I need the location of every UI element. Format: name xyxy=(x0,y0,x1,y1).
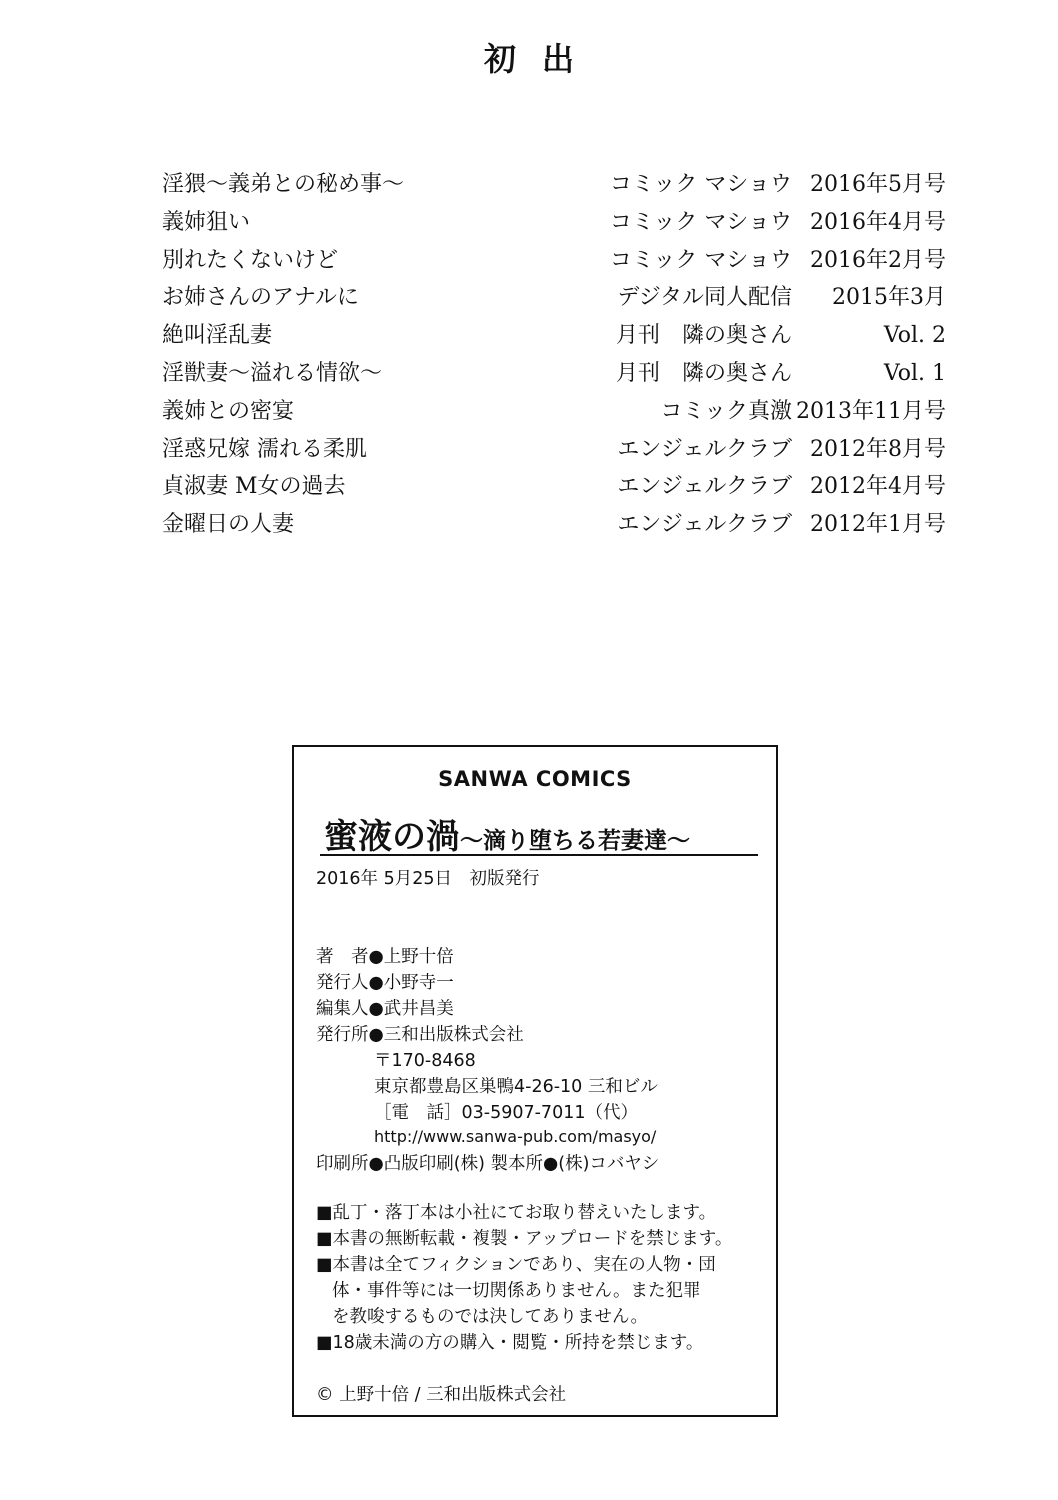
list-item xyxy=(162,204,952,242)
address: 東京都豊島区巣鴨4-26-10 三和ビル xyxy=(374,1077,658,1097)
list-item xyxy=(162,431,952,469)
notice-line: ■本書は全てフィクションであり、実在の人物・団 xyxy=(316,1255,716,1275)
publication-magazine: コミック マショウ xyxy=(609,209,792,235)
publication-title: 絶叫淫乱妻 xyxy=(162,323,273,349)
publication-date: 2016年5月号 xyxy=(810,172,946,197)
publication-title: 淫惑兄嫁 濡れる柔肌 xyxy=(162,436,367,462)
publisher-person-line: 発行人●小野寺一 xyxy=(316,973,454,993)
book-title xyxy=(324,809,690,858)
publisher-line: 発行所●三和出版株式会社 xyxy=(316,1025,524,1045)
publication-date: 2013年11月号 xyxy=(796,398,946,424)
publication-title: 義姉との密宴 xyxy=(162,398,295,424)
publication-date: 2015年3月 xyxy=(832,285,946,311)
publication-magazine: 月刊 隣の奥さん xyxy=(615,323,792,349)
publication-title: 淫獣妻〜溢れる情欲〜 xyxy=(162,360,383,386)
publication-title: 淫猥〜義弟との秘め事〜 xyxy=(162,172,405,197)
notice-line: ■本書の無断転載・複製・アップロードを禁じます。 xyxy=(316,1229,733,1249)
book-title-main: 蜜液の渦 xyxy=(324,817,460,857)
publication-magazine: コミック マショウ xyxy=(609,247,792,273)
list-item xyxy=(162,279,952,317)
notice-line: 体・事件等には一切関係ありません。また犯罪 xyxy=(332,1281,701,1301)
website-url: http://www.sanwa-pub.com/masyo/ xyxy=(374,1127,657,1146)
publication-date: 2012年1月号 xyxy=(810,512,946,538)
publication-magazine: エンジェルクラブ xyxy=(617,512,792,538)
author-line: 著 者●上野十倍 xyxy=(316,947,454,967)
list-item xyxy=(162,506,952,544)
publication-title: 別れたくないけど xyxy=(162,247,339,273)
publication-date: Vol. 2 xyxy=(883,323,946,349)
publication-title: 金曜日の人妻 xyxy=(162,512,295,538)
publication-title: 貞淑妻 M女の過去 xyxy=(162,474,346,500)
list-item xyxy=(162,468,952,506)
publication-date: 2012年8月号 xyxy=(810,436,946,462)
notice-line: を教唆するものでは決してありません。 xyxy=(332,1307,649,1327)
title-divider xyxy=(320,854,758,856)
publication-date: 2012年4月号 xyxy=(810,474,946,500)
list-item xyxy=(162,393,952,431)
publication-date: 2016年4月号 xyxy=(810,209,946,235)
list-item xyxy=(162,317,952,355)
printing-line: 印刷所●凸版印刷(株) 製本所●(株)コバヤシ xyxy=(316,1154,660,1174)
book-title-sub: 〜滴り堕ちる若妻達〜 xyxy=(460,827,690,854)
publication-magazine: デジタル同人配信 xyxy=(617,285,792,311)
publication-magazine: コミック真激 xyxy=(660,398,792,424)
publication-title: お姉さんのアナルに xyxy=(162,285,359,311)
publication-magazine: 月刊 隣の奥さん xyxy=(615,360,792,386)
list-item xyxy=(162,242,952,280)
publication-date: 2016年2月号 xyxy=(810,247,946,273)
publication-date: Vol. 1 xyxy=(883,360,946,386)
postal-code: 〒170-8468 xyxy=(374,1051,476,1071)
series-name: SANWA COMICS xyxy=(438,767,632,791)
publication-magazine: エンジェルクラブ xyxy=(617,436,792,462)
colophon-box xyxy=(292,745,778,1417)
editor-line: 編集人●武井昌美 xyxy=(316,999,454,1019)
list-item xyxy=(162,355,952,393)
publication-magazine: コミック マショウ xyxy=(609,172,792,197)
publication-title: 義姉狙い xyxy=(162,209,251,235)
notice-line: ■乱丁・落丁本は小社にてお取り替えいたします。 xyxy=(316,1203,717,1223)
publication-magazine: エンジェルクラブ xyxy=(617,474,792,500)
phone: ［電 話］03-5907-7011（代） xyxy=(374,1103,638,1123)
notice-line: ■18歳未満の方の購入・閲覧・所持を禁じます。 xyxy=(316,1333,704,1353)
release-date: 2016年 5月25日 初版発行 xyxy=(316,869,540,889)
copyright: © 上野十倍 / 三和出版株式会社 xyxy=(316,1385,567,1405)
page-title: 初出 xyxy=(483,40,600,78)
publication-list xyxy=(162,166,952,544)
list-item xyxy=(162,166,952,204)
